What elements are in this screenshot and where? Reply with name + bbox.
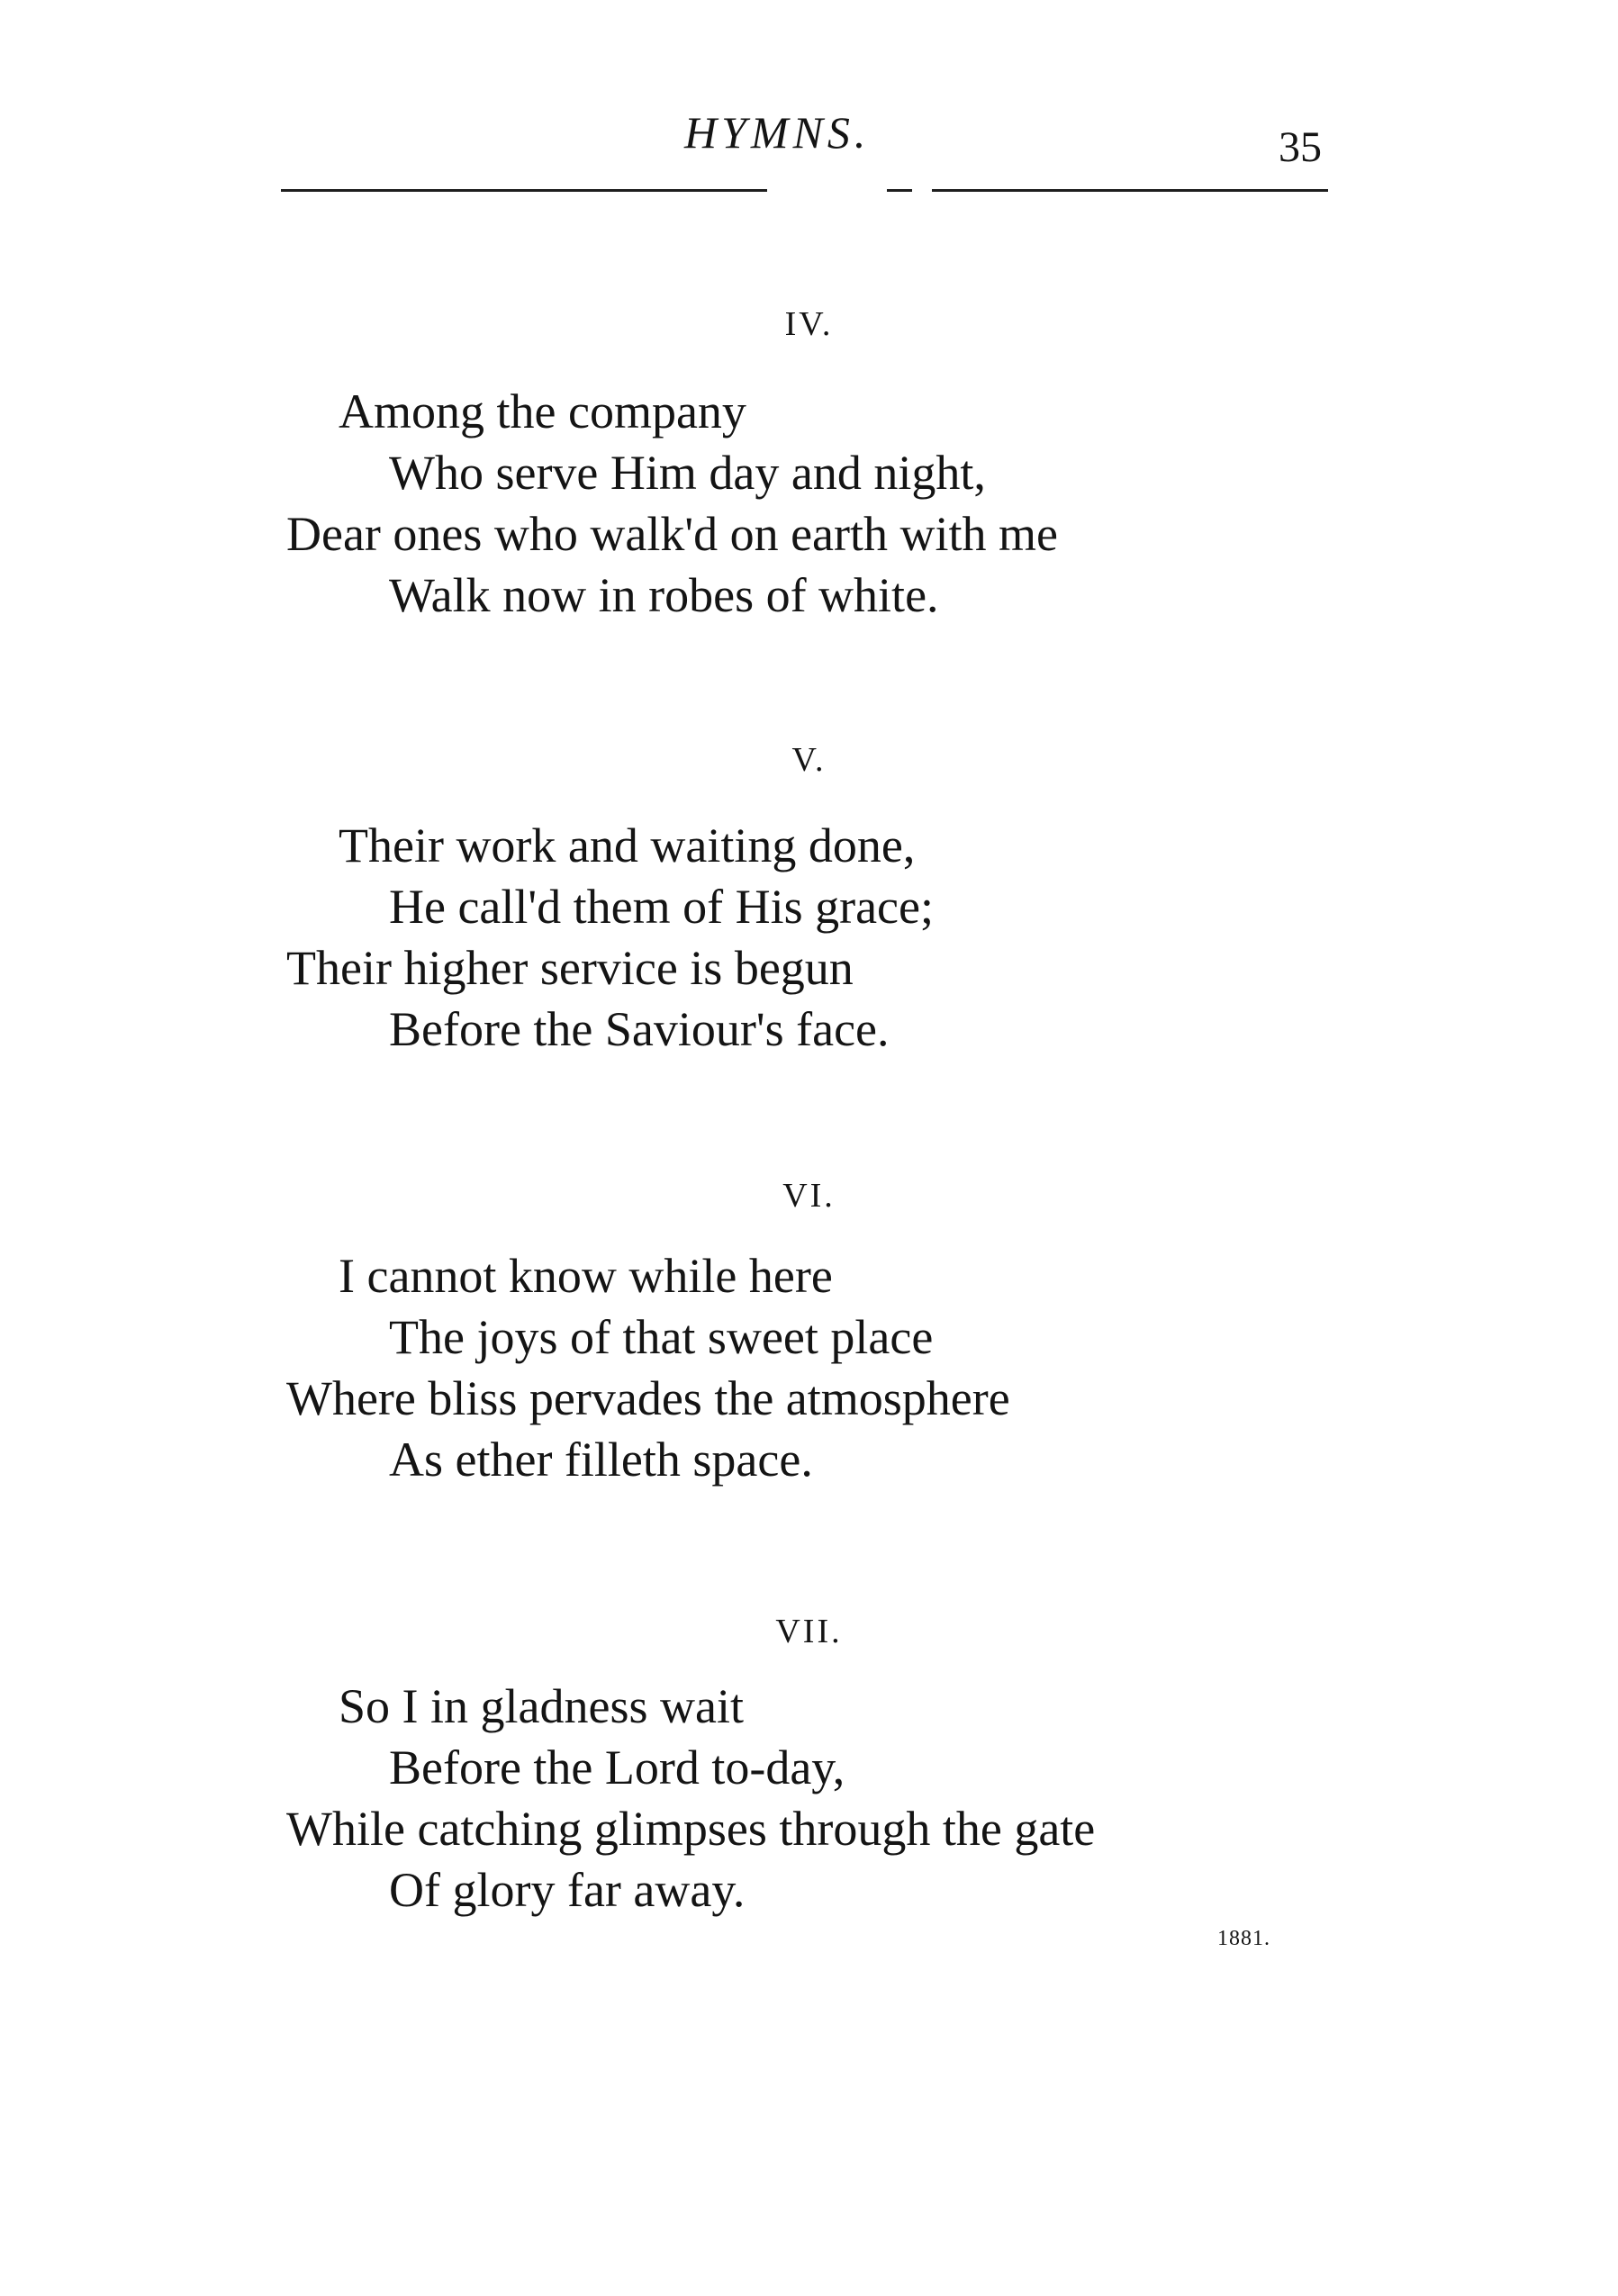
stanza-numeral: V.	[791, 741, 827, 779]
running-head	[0, 106, 1618, 178]
composition-date: 1881.	[1217, 1927, 1270, 1950]
verse-line: As ether filleth space.	[389, 1433, 813, 1487]
verse-line: Among the company	[339, 384, 746, 438]
verse-line: Of glory far away.	[389, 1863, 746, 1917]
verse-line: So I in gladness wait	[339, 1679, 744, 1733]
header-rule	[932, 189, 1328, 192]
header-rule-dash	[887, 189, 912, 192]
verse-line: Dear ones who walk'd on earth with me	[286, 507, 1058, 561]
verse-line: Where bliss pervades the atmosphere	[286, 1371, 1010, 1425]
verse-line: Their work and waiting done,	[339, 818, 916, 872]
verse-line: Before the Lord to-day,	[389, 1740, 845, 1794]
verse-line: He call'd them of His grace;	[389, 880, 934, 934]
verse-line: I cannot know while here	[339, 1249, 833, 1303]
stanza-numeral: IV.	[784, 305, 834, 343]
verse-line: Their higher service is begun	[286, 941, 854, 995]
header-rule	[281, 189, 767, 192]
verse-line: The joys of that sweet place	[389, 1310, 934, 1364]
stanza-numeral: VII.	[775, 1613, 843, 1650]
verse-line: While catching glimpses through the gate	[286, 1802, 1096, 1856]
verse-line: Before the Saviour's face.	[389, 1002, 890, 1056]
verse-line: Walk now in robes of white.	[389, 568, 939, 622]
page-number: 35	[1279, 123, 1322, 171]
running-title: HYMNS.	[684, 107, 871, 158]
verse-line: Who serve Him day and night,	[389, 446, 986, 500]
stanza-numeral: VI.	[782, 1177, 836, 1215]
